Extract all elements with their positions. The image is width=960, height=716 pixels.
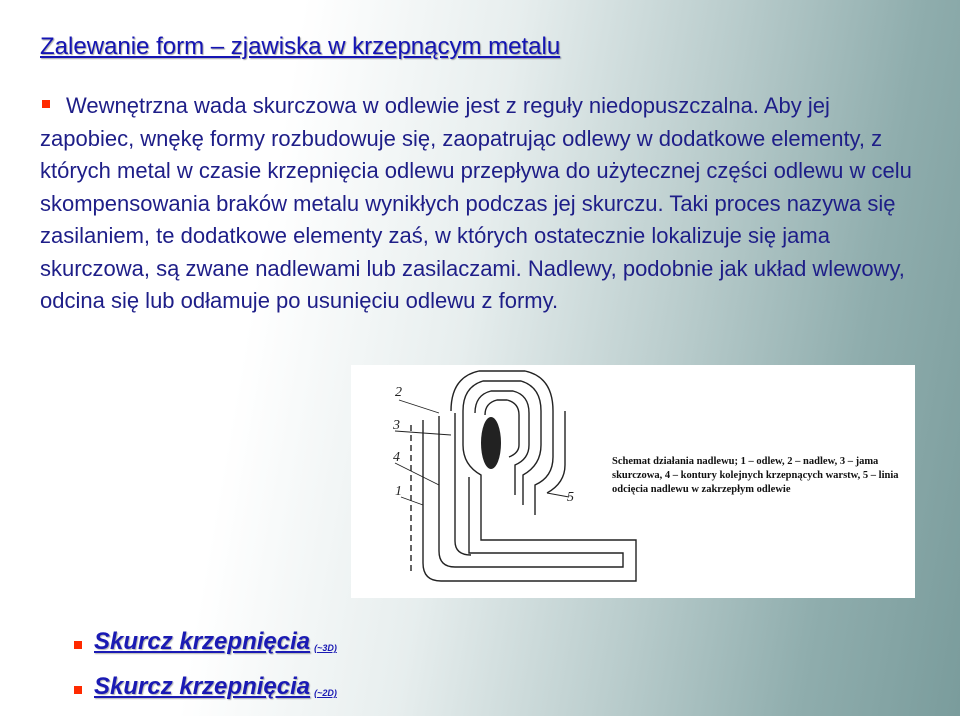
figure-label: 5 [567, 490, 574, 505]
link-tag-2d[interactable]: (~2D) [314, 688, 337, 698]
link-row-2d[interactable] [74, 673, 337, 701]
figure-caption: Schemat działania nadlewu; 1 – odlew, 2 – nadlew, 3 – jama skurczowa, 4 – kontury kolejnych krzepnących warstw, 5 – linia odcięcia nadlewu w zakrzepłym odlewie [612, 456, 899, 495]
contour-line [451, 371, 553, 515]
bullet-square-icon [74, 686, 82, 694]
link-tag-3d[interactable]: (~3D) [314, 643, 337, 653]
figure-label: 1 [395, 484, 402, 499]
link-skurcz-3d[interactable]: Skurcz krzepnięcia [94, 628, 311, 655]
link-row-3d[interactable] [74, 628, 337, 656]
link-skurcz-2d[interactable]: Skurcz krzepnięcia [94, 673, 311, 700]
figure-label: 4 [393, 450, 400, 465]
slide-title: Zalewanie form – zjawiska w krzepnącym metalu [40, 33, 561, 60]
figure-label: 2 [395, 385, 402, 400]
contour-line [547, 411, 565, 493]
shrinkage-cavity-shape [481, 417, 501, 469]
bullet-square-icon [74, 641, 82, 649]
contour-line [439, 416, 623, 567]
figure-label: 3 [393, 418, 400, 433]
feeder-diagram [351, 365, 915, 598]
body-paragraph-text: Wewnętrzna wada skurczowa w odlewie jest z reguły niedopuszczalna. Aby jej zapobiec, wnękę formy rozbudowuje się, zaopatrując odlewy w dodatkowe elementy, z których metal w czasie krzepnięcia odlewu przepływa do użytecznej części odlewu w celu skompensowania braków metalu wynikłych podczas jej skurczu. Taki proces nazywa się zasilaniem, te dodatkowe elementy zaś, w których ostatecznie lokalizuje się jama skurczowa, są zwane nadlewami lub zasilaczami. Nadlewy, podobnie jak układ wlewowy, odcina się lub odłamuje po usunięciu odlewu z formy. [40, 93, 912, 313]
body-paragraph [40, 90, 930, 318]
